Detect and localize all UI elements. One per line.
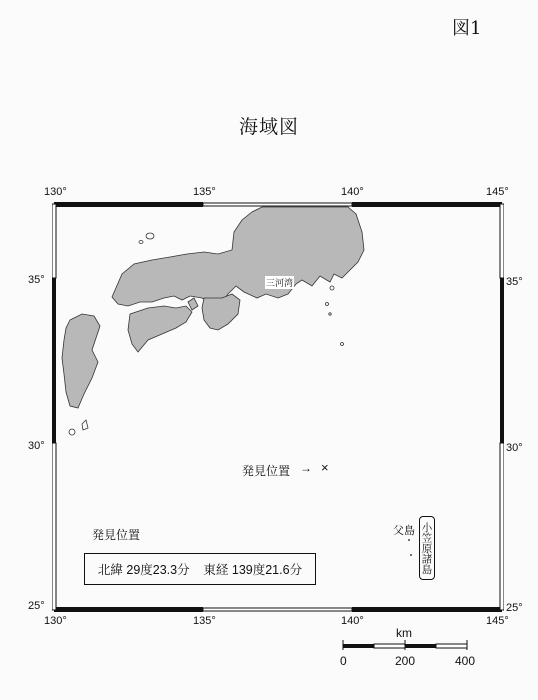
scale-seg-2 [374, 644, 405, 648]
lon-tick-top-145: 145° [486, 186, 509, 198]
oki-island [146, 233, 154, 239]
figure-number: 図1 [452, 18, 482, 39]
scale-seg-4 [436, 644, 467, 648]
frame-bar-left-3 [52, 443, 56, 610]
lon-tick-bottom-145: 145° [486, 615, 509, 627]
lat-tick-right-30: 30° [506, 442, 523, 454]
izu-island [329, 313, 331, 315]
mikawa-bay-label: 三河湾 [266, 278, 294, 288]
lon-tick-bottom-140: 140° [341, 615, 364, 627]
frame-bar-bottom-2 [203, 608, 352, 611]
lon-tick-top-135: 135° [193, 186, 216, 198]
scale-label-200: 200 [395, 654, 416, 668]
frame-bar-right-2 [500, 278, 504, 443]
lat-tick-left-30: 30° [28, 440, 45, 452]
chichijima-dot [408, 539, 410, 541]
map-svg [52, 202, 504, 612]
lat-tick-left-25: 25° [28, 600, 45, 612]
lon-tick-bottom-130: 130° [44, 615, 67, 627]
frame-bar-right-3 [500, 443, 504, 610]
chichijima-label: 父島 [393, 525, 415, 537]
lat-tick-right-25: 25° [506, 602, 523, 614]
frame-bar-top-1 [54, 202, 203, 207]
izu-island [341, 343, 344, 346]
frame-bar-bottom-3 [352, 607, 502, 612]
lon-tick-top-140: 140° [341, 186, 364, 198]
frame-bar-right-1 [500, 204, 504, 278]
map-title: 海域図 [238, 116, 299, 138]
frame-bar-left-2 [52, 278, 56, 443]
scale-label-400: 400 [455, 654, 476, 668]
scale-bar [340, 626, 476, 668]
discovery-coordinates-box [84, 553, 316, 585]
lat-tick-right-35: 35° [506, 276, 523, 288]
lat-tick-left-35: 35° [28, 274, 45, 286]
latitude-text: 北緯 29度23.3分 [97, 563, 190, 577]
frame-bar-left-1 [52, 204, 56, 278]
discovery-annotation-label: 発見位置 [242, 464, 291, 478]
discovery-point-mark: × [321, 460, 329, 475]
oki-island-small [139, 241, 143, 244]
scale-seg-1 [343, 644, 374, 648]
discovery-arrow: → [300, 461, 312, 475]
frame-bar-top-2 [203, 203, 352, 206]
sea-area-map [52, 202, 504, 612]
hahajima-dot [410, 554, 412, 556]
scale-label-0: 0 [340, 654, 347, 668]
longitude-text: 東経 139度21.6分 [203, 563, 303, 577]
lon-tick-bottom-135: 135° [193, 615, 216, 627]
frame-bar-top-3 [352, 202, 502, 207]
scale-seg-3 [405, 644, 436, 648]
izu-island [330, 286, 334, 290]
scale-unit: km [396, 626, 412, 640]
izu-island [326, 303, 329, 306]
scale-bar-graphic [340, 640, 470, 654]
lon-tick-top-130: 130° [44, 186, 67, 198]
discovery-box-heading: 発見位置 [92, 528, 141, 542]
frame-bar-bottom-1 [54, 607, 203, 612]
ogasawara-label: 小笠原諸島 [419, 516, 435, 580]
island-south-kyushu [69, 429, 75, 435]
